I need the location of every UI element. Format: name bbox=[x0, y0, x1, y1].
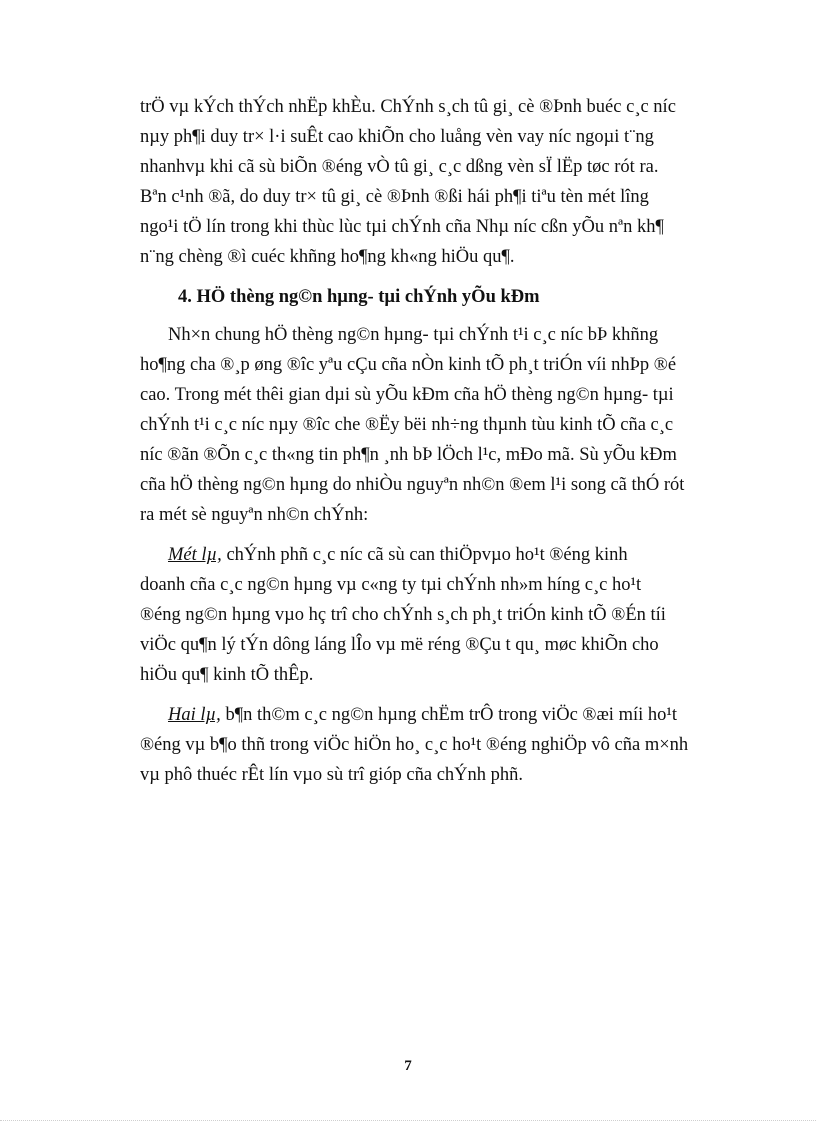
text-line: ®éng ng©n hµng vµo hç trî cho chÝnh s¸ch ph¸t triÓn kinh tÕ ®Én tíi bbox=[140, 605, 666, 625]
text-line: nhanhvµ khi cã sù biÕn ®éng vÒ tû gi¸ c¸c dßng vèn sÏ lËp tøc rót ra. bbox=[140, 157, 659, 177]
text-line: cña hÖ thèng ng©n hµng do nhiÒu nguyªn nh©n ®em l¹i song cã thÓ rót bbox=[140, 475, 685, 495]
paragraph-1 bbox=[140, 92, 718, 272]
page-number: 7 bbox=[404, 1058, 412, 1074]
text-line: ®éng vµ b¶o thñ trong viÖc hiÖn ho¸ c¸c ho¹t ®éng nghiÖp vô cña m×nh bbox=[140, 735, 689, 755]
paragraph-2 bbox=[140, 320, 718, 530]
text-line: viÖc qu¶n lý tÝn dông láng lÎo vµ më réng ®Çu t qu¸ møc khiÕn cho bbox=[140, 635, 659, 655]
text-line bbox=[140, 700, 718, 730]
text-line: hiÖu qu¶ kinh tÕ thÊp. bbox=[140, 665, 314, 685]
paragraph-3 bbox=[140, 540, 718, 690]
text-line: doanh cña c¸c ng©n hµng vµ c«ng ty tµi chÝnh nh»m híng c¸c ho¹t bbox=[140, 575, 642, 595]
text-line: ngo¹i tÖ lín trong khi thùc lùc tµi chÝnh cña Nhµ níc cßn yÕu nªn kh¶ bbox=[140, 217, 664, 237]
text-fragment: b¶n th©m c¸c ng©n hµng chËm trÔ trong viÖc ®æi míi ho¹t bbox=[220, 705, 678, 725]
text-line bbox=[140, 540, 718, 570]
text-line: Nh×n chung hÖ thèng ng©n hµng- tµi chÝnh t¹i c¸c níc bÞ khñng bbox=[168, 325, 659, 345]
text-line: Bªn c¹nh ®ã, do duy tr× tû gi¸ cè ®Þnh ®ßi hái ph¶i tiªu tèn mét lîng bbox=[140, 187, 649, 207]
paragraph-lead: Mét lµ, bbox=[168, 545, 222, 565]
paragraph-lead: Hai lµ, bbox=[168, 705, 221, 725]
text-line: trÖ vµ kÝch thÝch nhËp khÈu. ChÝnh s¸ch tû gi¸ cè ®Þnh buéc c¸c níc bbox=[140, 97, 676, 117]
paragraph-4 bbox=[140, 700, 718, 790]
page-bottom-divider bbox=[0, 1120, 816, 1121]
text-line: nµy ph¶i duy tr× l·i suÊt cao khiÕn cho luång vèn vay níc ngoµi t¨ng bbox=[140, 127, 654, 147]
text-line: cao. Trong mét thêi gian dµi sù yÕu kÐm cña hÖ thèng ng©n hµng- tµi bbox=[140, 385, 674, 405]
text-line: n¨ng chèng ®ì cuéc khñng ho¶ng kh«ng hiÖu qu¶. bbox=[140, 247, 515, 267]
document-body bbox=[140, 92, 718, 790]
text-line: ho¶ng cha ®¸p øng ®îc yªu cÇu cña nÒn kinh tÕ ph¸t triÓn víi nhÞp ®é bbox=[140, 355, 677, 375]
text-fragment: chÝnh phñ c¸c níc cã sù can thiÖpvµo ho¹t ®éng kinh bbox=[221, 545, 628, 565]
text-line: vµ phô thuéc rÊt lín vµo sù trî gióp cña chÝnh phñ. bbox=[140, 765, 524, 785]
section-heading: 4. HÖ thèng ng©n hµng- tµi chÝnh yÕu kÐm bbox=[178, 287, 540, 307]
text-line: ra mét sè nguyªn nh©n chÝnh: bbox=[140, 505, 369, 525]
text-line: chÝnh t¹i c¸c níc nµy ®îc che ®Ëy bëi nh÷ng thµnh tùu kinh tÕ cña c¸c bbox=[140, 415, 674, 435]
text-line: níc ®ãn ®Õn c¸c th«ng tin ph¶n ¸nh bÞ lÖch l¹c, mÐo mã. Sù yÕu kÐm bbox=[140, 445, 677, 465]
